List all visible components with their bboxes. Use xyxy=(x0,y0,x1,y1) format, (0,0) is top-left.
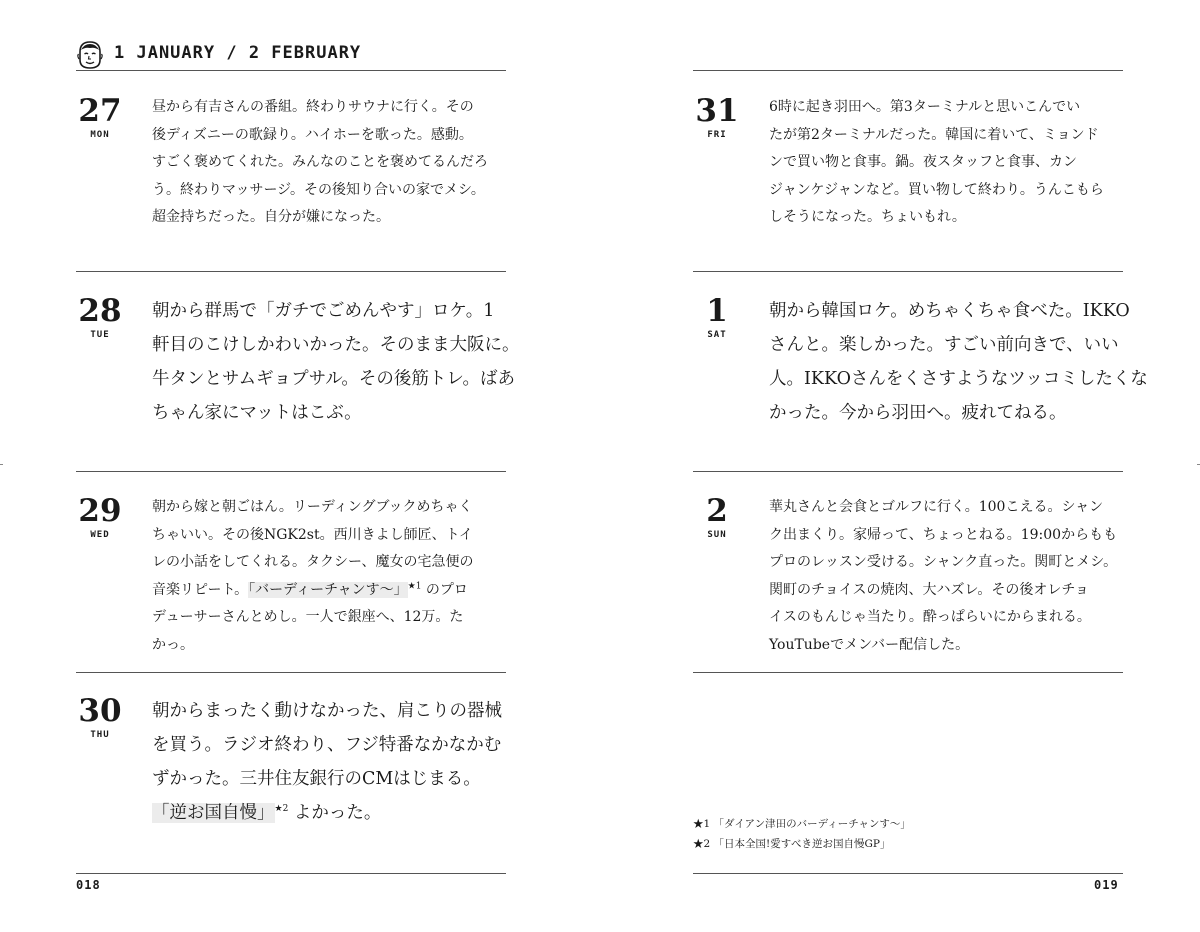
day-of-week: SAT xyxy=(707,330,727,340)
crop-mark xyxy=(0,464,3,465)
day-number: 2 xyxy=(706,493,728,529)
right-page xyxy=(600,0,1200,932)
entry-line: ジャンケジャンなど。買い物して終わり。うんこもら xyxy=(769,181,1104,198)
entry-line: 軒目のこけしかわいかった。そのまま大阪に。 xyxy=(152,335,520,355)
entry-text xyxy=(152,694,502,830)
entry-line: 6時に起き羽田へ。第3ターミナルと思いこんでい xyxy=(769,99,1081,115)
footnote-mark: ★1 xyxy=(693,818,711,830)
entry-text xyxy=(769,494,1117,660)
entry-line: 華丸さんと会食とゴルフに行く。100こえる。シャン xyxy=(769,499,1104,515)
entry-line xyxy=(152,796,502,830)
entry-date xyxy=(76,94,124,140)
day-number: 31 xyxy=(695,93,739,129)
entry-line: 超金持ちだった。自分が嫌になった。 xyxy=(152,209,390,226)
day-number: 29 xyxy=(78,493,122,529)
divider xyxy=(76,271,506,272)
entry-line: 後ディズニーの歌録り。ハイホーを歌った。感動。 xyxy=(152,126,473,143)
footnote-ref: ★2 xyxy=(274,804,289,815)
entry-line: かっ。 xyxy=(152,636,194,653)
divider xyxy=(76,471,506,472)
entry-line: 朝から嫁と朝ごはん。リーディングブックめちゃく xyxy=(152,499,473,515)
page-number-left: 018 xyxy=(76,878,101,892)
entry-line: レの小話をしてくれる。タクシー、魔女の宅急便の xyxy=(152,554,474,571)
page-title: 1 JANUARY / 2 FEBRUARY xyxy=(114,43,362,63)
entry-line: ちゃん家にマットはこぶ。 xyxy=(152,403,362,423)
entry-date xyxy=(693,294,741,340)
footnote-item xyxy=(693,814,911,834)
divider xyxy=(76,672,506,673)
entry-text-segment: のプロ xyxy=(425,581,468,598)
program-title-highlight: 「逆お国自慢」 xyxy=(152,803,275,823)
entry-line: 朝から韓国ロケ。めちゃくちゃ食べた。IKKO xyxy=(769,301,1130,321)
divider xyxy=(76,70,506,71)
footnotes xyxy=(693,814,911,854)
author-face-icon xyxy=(76,40,104,70)
entry-line: ちゃいい。その後NGK2st。西川きよし師匠、トイ xyxy=(152,526,473,543)
divider xyxy=(693,672,1123,673)
entry-text xyxy=(769,294,1148,430)
entry-text-segment: よかった。 xyxy=(293,803,382,823)
footnote-mark: ★2 xyxy=(693,838,711,850)
entry-line: さんと。楽しかった。すごい前向きで、いい xyxy=(769,335,1119,355)
entry-line: 関町のチョイスの焼肉、大ハズレ。その後オレチョ xyxy=(769,581,1089,598)
entry-line: たが第2ターミナルだった。韓国に着いて、ミョンド xyxy=(769,126,1099,143)
footnote-text: 「ダイアン津田のバーディーチャンす〜」 xyxy=(713,818,911,830)
entry-line: 人。IKKOさんをくさすようなツッコミしたくな xyxy=(769,369,1148,389)
day-number: 30 xyxy=(78,693,122,729)
entry-date xyxy=(76,494,124,540)
day-number: 28 xyxy=(78,293,122,329)
entry-text xyxy=(152,494,473,660)
day-of-week: SUN xyxy=(707,530,727,540)
entry-line: ンで買い物と食事。鍋。夜スタッフと食事、カン xyxy=(769,154,1077,171)
entry-line: 昼から有吉さんの番組。終わりサウナに行く。その xyxy=(152,99,474,115)
entry-text xyxy=(152,294,520,430)
entry-line: YouTubeでメンバー配信した。 xyxy=(769,636,970,653)
entry-text xyxy=(152,94,488,232)
entry-line: デューサーさんとめし。一人で銀座へ、12万。た xyxy=(152,609,464,626)
entry-date xyxy=(693,94,741,140)
divider xyxy=(693,471,1123,472)
entry-line: 朝から群馬で「ガチでごめんやす」ロケ。1 xyxy=(152,301,495,321)
entry-line: う。終わりマッサージ。その後知り合いの家でメシ。 xyxy=(152,181,485,198)
entry-line: ずかった。三井住友銀行のCMはじまる。 xyxy=(152,769,481,789)
entry-line: ク出まくり。家帰って、ちょっとねる。19:00からもも xyxy=(769,526,1118,543)
entry-text-segment: 音楽リピート。 xyxy=(152,581,249,598)
entry-line: プロのレッスン受ける。シャンク直った。関町とメシ。 xyxy=(769,554,1118,571)
program-title-highlight: 「バーディーチャンす〜」 xyxy=(248,581,408,598)
entry-line: 朝からまったく動けなかった、肩こりの器械 xyxy=(152,701,502,721)
entry-line: すごく褒めてくれた。みんなのことを褒めてるんだろ xyxy=(152,154,488,171)
footnote-text: 「日本全国!愛すべき逆お国自慢GP」 xyxy=(713,838,891,850)
divider xyxy=(76,873,506,874)
day-of-week: WED xyxy=(90,530,110,540)
day-of-week: FRI xyxy=(707,130,727,140)
entry-line: しそうになった。ちょいもれ。 xyxy=(769,209,966,226)
day-of-week: MON xyxy=(90,130,110,140)
day-of-week: THU xyxy=(90,730,110,740)
page-number-right: 019 xyxy=(1094,878,1119,892)
divider xyxy=(693,70,1123,71)
entry-date xyxy=(76,294,124,340)
divider xyxy=(693,873,1123,874)
entry-date xyxy=(76,694,124,740)
footnote-ref: ★1 xyxy=(407,581,422,592)
day-number: 27 xyxy=(78,93,122,129)
entry-text xyxy=(769,94,1104,232)
day-of-week: TUE xyxy=(90,330,110,340)
footnote-item xyxy=(693,834,911,854)
entry-line: イスのもんじゃ当たり。酔っぱらいにからまれる。 xyxy=(769,609,1091,626)
entry-line xyxy=(152,577,473,605)
day-number: 1 xyxy=(706,293,728,329)
divider xyxy=(693,271,1123,272)
entry-line: 牛タンとサムギョプサル。その後筋トレ。ばあ xyxy=(152,369,515,389)
entry-date xyxy=(693,494,741,540)
entry-line: を買う。ラジオ終わり、フジ特番なかなかむ xyxy=(152,735,502,755)
entry-line: かった。今から羽田へ。疲れてねる。 xyxy=(769,403,1067,423)
